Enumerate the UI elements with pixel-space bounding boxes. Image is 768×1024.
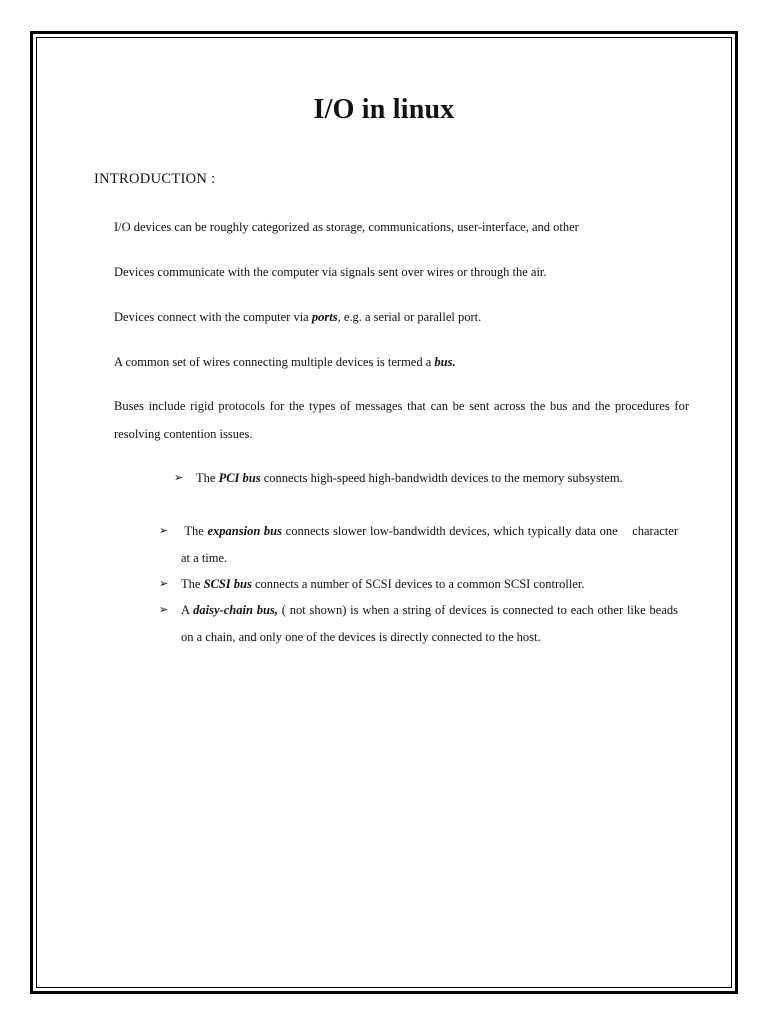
term-ports: ports xyxy=(311,310,338,324)
bullet-arrow-icon: ➢ xyxy=(159,578,169,590)
bullet-daisy-text: A xyxy=(181,603,194,617)
bullet-scsi-text-end: connects a number of SCSI devices to a common SCSI controller. xyxy=(251,577,585,591)
bullet-expansion-bus xyxy=(181,518,682,571)
bullet-daisy-chain-bus xyxy=(181,597,678,650)
paragraph-bus xyxy=(114,348,456,376)
term-bus: bus. xyxy=(434,355,456,369)
page-title: I/O in linux xyxy=(313,94,455,125)
bullet-scsi-text: The xyxy=(181,577,204,591)
term-daisy-chain-bus: daisy-chain bus, xyxy=(193,603,278,617)
bullet-arrow-icon: ➢ xyxy=(159,604,169,616)
paragraph-bus-text: A common set of wires connecting multiple devices is termed a xyxy=(114,355,435,369)
bullet-pci-text-end: connects high-speed high-bandwidth devices to the memory subsystem. xyxy=(260,471,623,485)
term-scsi-bus: SCSI bus xyxy=(203,577,252,591)
paragraph-ports-text: Devices connect with the computer via xyxy=(114,310,312,324)
bullet-arrow-icon: ➢ xyxy=(159,525,169,537)
bullet-expansion-text-end: connects slower low-bandwidth devices, which typically data one character at a time. xyxy=(181,524,682,565)
paragraph-io-categories: I/O devices can be roughly categorized as storage, communications, user-interface, and other xyxy=(114,220,579,234)
paragraph-ports-text-end: , e.g. a serial or parallel port. xyxy=(337,310,482,324)
bullet-daisy-text-end: ( not shown) is when a string of devices is connected to each other like beads on a chain, and only one of the devices is directly connected to the host. xyxy=(181,603,678,644)
bullet-expansion-text: The xyxy=(181,524,208,538)
term-pci-bus: PCI bus xyxy=(218,471,261,485)
paragraph-ports xyxy=(114,303,481,331)
bullet-scsi-bus xyxy=(181,571,678,598)
section-heading: INTRODUCTION : xyxy=(94,171,216,187)
term-expansion-bus: expansion bus xyxy=(207,524,282,538)
paragraph-bus-protocols: Buses include rigid protocols for the types of messages that can be sent across the bus and the procedures for resolving contention issues. xyxy=(114,399,689,441)
paragraph-signals: Devices communicate with the computer via signals sent over wires or through the air. xyxy=(114,265,547,279)
bullet-arrow-icon: ➢ xyxy=(174,472,184,484)
bullet-pci-text: The xyxy=(196,471,219,485)
bullet-pci-bus xyxy=(196,465,677,492)
